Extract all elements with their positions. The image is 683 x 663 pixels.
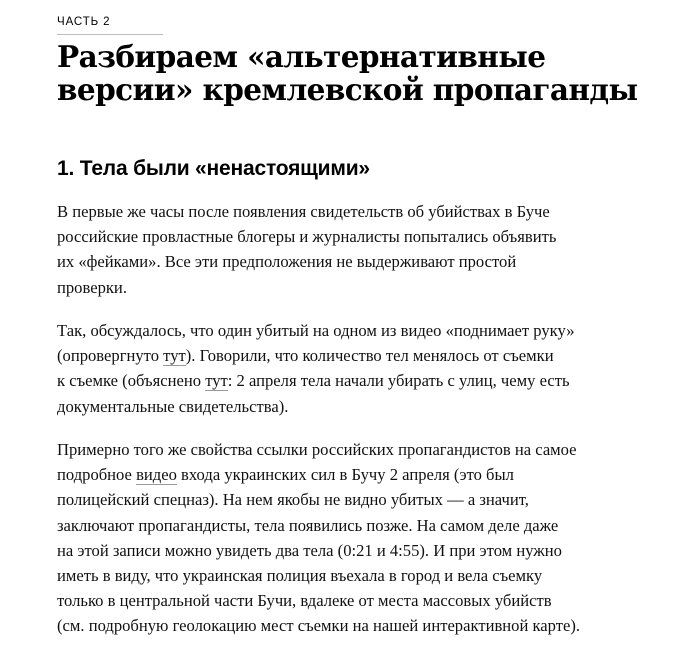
paragraph-line: документальные свидетельства). [57,396,289,416]
paragraph-line: заключают пропагандисты, тела появились позже. На самом деле даже [57,515,559,535]
paragraph-2 [57,318,657,419]
paragraph-line: иметь в виду, что украинская полиция въехала в город и вела съемку [57,566,543,586]
paragraph-text: ). Говорили, что количество тел менялось от съемки [185,346,554,366]
paragraph-text: : 2 апреля тела начали убирать с улиц, чему есть [227,371,570,391]
paragraph-line: их «фейками». Все эти предположения не выдерживают простой [57,252,517,272]
video-link[interactable]: видео [136,465,177,485]
paragraph-line: Примерно того же свойства ссылки российских пропагандистов на самое [57,440,577,459]
paragraph-3 [57,437,657,639]
paragraph-line: В первые же часы после появления свидетельств об убийствах в Буче [57,202,550,221]
headline-line: версии» кремлевской пропаганды [57,72,638,107]
source-link[interactable]: тут [163,346,186,366]
paragraph-line: российские провластные блогеры и журналисты попытались объявить [57,227,557,247]
paragraph-line: Так, обсуждалось, что один убитый на одном из видео «поднимает руку» [57,321,575,340]
paragraph-text: к съемке (объяснено [57,371,206,391]
paragraph-line: только в центральной части Бучи, вдалеке от места массовых убийств [57,591,552,611]
paragraph-line [57,462,657,487]
paragraph-line: (см. подробную геолокацию мест съемки на нашей интерактивной карте). [57,616,581,636]
paragraph-text: входа украинских сил в Бучу 2 апреля (это был [176,465,514,485]
paragraph-line: полицейский спецназ). На нем якобы не видно убитых — а значит, [57,490,529,510]
paragraph-line: проверки. [57,277,127,297]
paragraph-line [57,368,657,393]
paragraph-1 [57,199,657,300]
headline-line: Разбираем «альтернативные [57,39,546,74]
paragraph-text: подробное [57,465,137,485]
paragraph-text: (опровергнуто [57,346,164,366]
paragraph-line [57,343,657,368]
section-kicker: ЧАСТЬ 2 [57,16,163,35]
source-link[interactable]: тут [205,371,228,391]
section-title: 1. Тела были «ненастоящими» [57,157,370,180]
paragraph-line: на этой записи можно увидеть два тела (0:21 и 4:55). И при этом нужно [57,540,562,560]
article-headline [57,40,657,106]
